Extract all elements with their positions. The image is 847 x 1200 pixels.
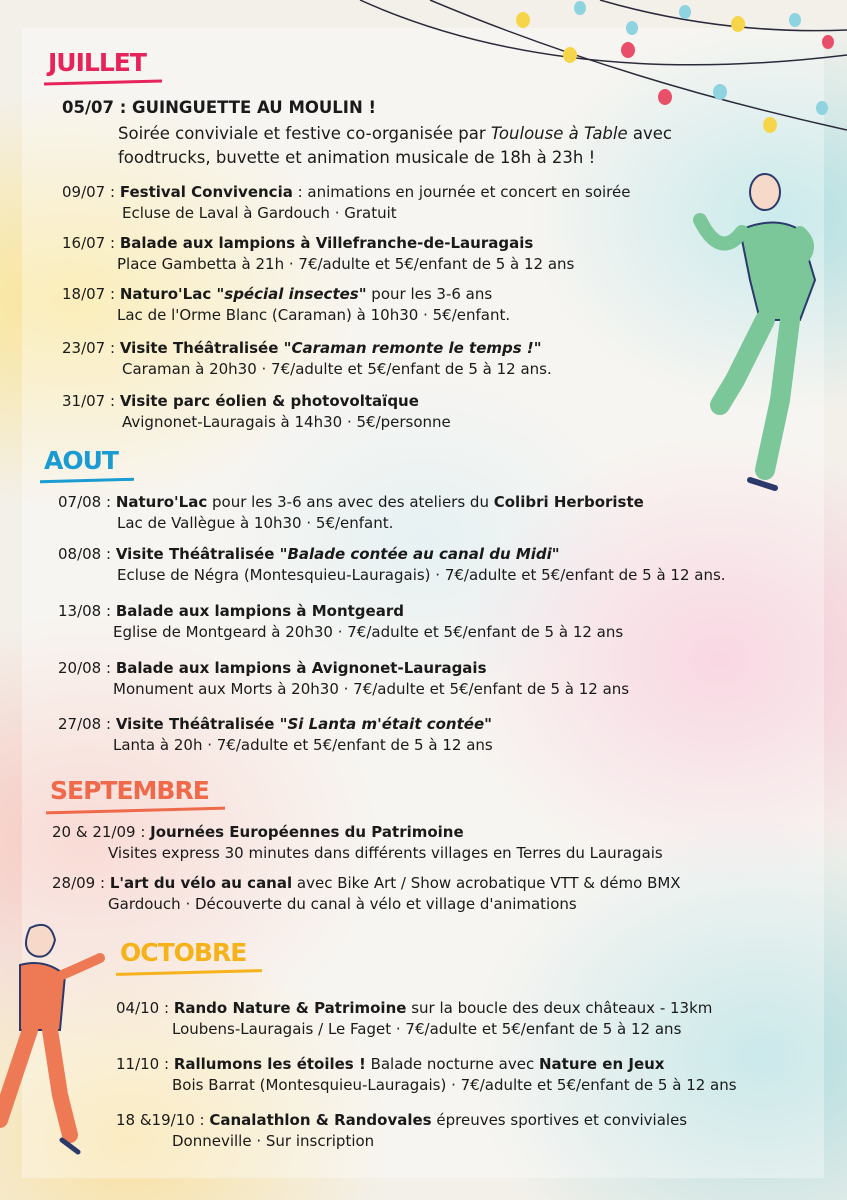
event-2021-09: 20 & 21/09 : Journées Européennes du Patrimoine Visites express 30 minutes dans différents villages en Terres du Lauragais bbox=[52, 823, 663, 862]
event-1819-10: 18 &19/10 : Canalathlon & Randovales épreuves sportives et conviviales Donneville · Sur inscription bbox=[116, 1111, 688, 1150]
event-1308: 13/08 : Balade aux lampions à Montgeard Eglise de Montgeard à 20h30 · 7€/adulte et 5€/enfant de 5 à 12 ans bbox=[58, 602, 624, 641]
dancing-man-illustration-icon bbox=[680, 170, 830, 500]
event-3107: 31/07 : Visite parc éolien & photovoltaïque Avignonet-Lauragais à 14h30 · 5€/personne bbox=[62, 392, 451, 431]
month-heading-octobre: OCTOBRE bbox=[120, 938, 246, 967]
month-heading-aout: AOUT bbox=[44, 446, 118, 475]
event-1807: 18/07 : Naturo'Lac "spécial insectes" pour les 3-6 ans Lac de l'Orme Blanc (Caraman) à 10h30 · 5€/enfant. bbox=[62, 285, 511, 324]
event-2809: 28/09 : L'art du vélo au canal avec Bike Art / Show acrobatique VTT & démo BMX Gardouch · Découverte du canal à vélo et village d'animations bbox=[52, 874, 681, 913]
dancing-woman-illustration-icon bbox=[0, 920, 110, 1160]
event-1607: 16/07 : Balade aux lampions à Villefranche-de-Lauragais Place Gambetta à 21h · 7€/adulte et 5€/enfant de 5 à 12 ans bbox=[62, 234, 575, 273]
event-0808: 08/08 : Visite Théâtralisée "Balade contée au canal du Midi" Ecluse de Négra (Montesquieu-Lauragais) · 7€/adulte et 5€/enfant de 5 à 12 ans. bbox=[58, 545, 726, 584]
event-0907: 09/07 : Festival Convivencia : animations en journée et concert en soirée Ecluse de Laval à Gardouch · Gratuit bbox=[62, 183, 631, 222]
event-0708: 07/08 : Naturo'Lac pour les 3-6 ans avec des ateliers du Colibri Herboriste Lac de Vallègue à 10h30 · 5€/enfant. bbox=[58, 493, 644, 532]
month-heading-septembre: SEPTEMBRE bbox=[50, 776, 209, 805]
event-0410: 04/10 : Rando Nature & Patrimoine sur la boucle des deux châteaux - 13km Loubens-Lauragais / Le Faget · 7€/adulte et 5€/enfant de 5 à 12 ans bbox=[116, 999, 713, 1038]
event-2708: 27/08 : Visite Théâtralisée "Si Lanta m'était contée" Lanta à 20h · 7€/adulte et 5€/enfant de 5 à 12 ans bbox=[58, 715, 493, 754]
featured-event-description: Soirée conviviale et festive co-organisée par Toulouse à Table avec foodtrucks, buvette et animation musicale de 18h à 23h ! bbox=[118, 124, 672, 167]
event-1110: 11/10 : Rallumons les étoiles ! Balade nocturne avec Nature en Jeux Bois Barrat (Montesquieu-Lauragais) · 7€/adulte et 5€/enfant de 5 à 12 ans bbox=[116, 1055, 737, 1094]
event-2307: 23/07 : Visite Théâtralisée "Caraman remonte le temps !" Caraman à 20h30 · 7€/adulte et 5€/enfant de 5 à 12 ans. bbox=[62, 339, 552, 378]
featured-event-title: 05/07 : GUINGUETTE AU MOULIN ! bbox=[62, 98, 377, 117]
event-2008: 20/08 : Balade aux lampions à Avignonet-Lauragais Monument aux Morts à 20h30 · 7€/adulte et 5€/enfant de 5 à 12 ans bbox=[58, 659, 630, 698]
month-heading-juillet: JUILLET bbox=[48, 48, 146, 77]
